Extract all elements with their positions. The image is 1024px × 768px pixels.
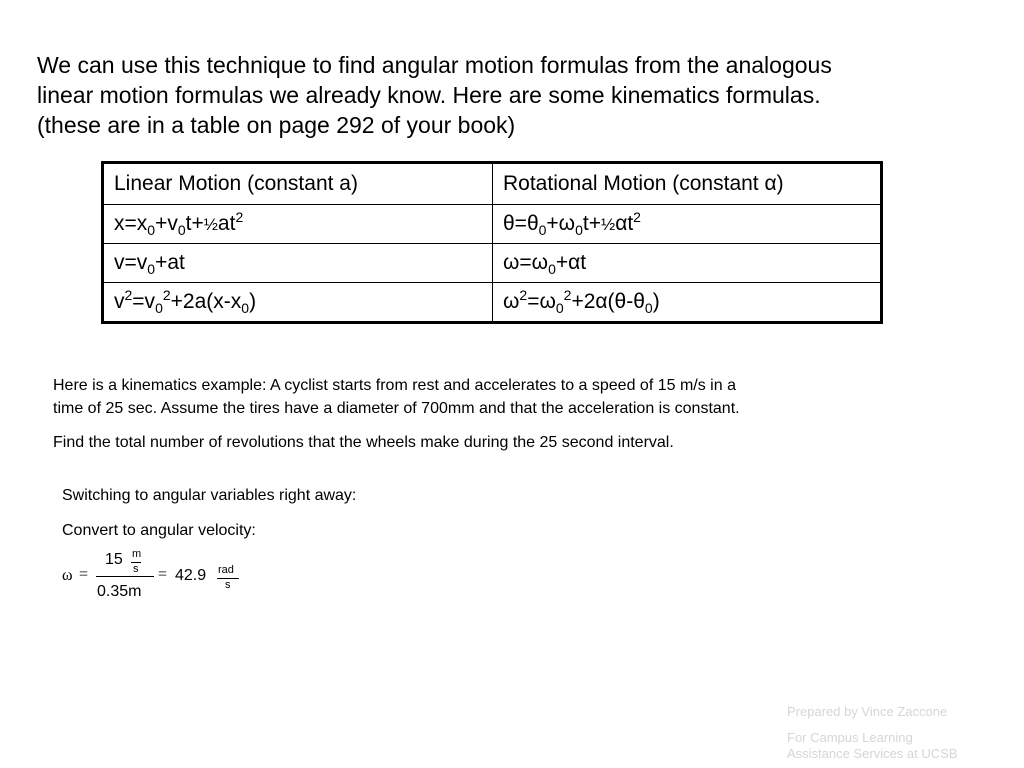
formula-linear-velocity-squared: $v^2=v_0^2+2a(x-x_0)$: [103, 283, 493, 323]
formula-rotational-velocity-squared: $\omega^2=\omega_0^2+2\alpha(\theta-\theta_0)$: [493, 283, 882, 323]
intro-paragraph: [37, 50, 997, 140]
table-row: [103, 283, 882, 323]
formula-rotational-velocity: $\omega=\omega_0+\alpha t$: [493, 244, 882, 283]
header-rotational: Rotational Motion (constant α): [493, 163, 882, 205]
footer-affiliation-line-2: Assistance Services at UCSB: [787, 746, 958, 761]
kinematics-table: [101, 161, 883, 324]
example-line-2: time of 25 sec. Assume the tires have a diameter of 700mm and that the acceleration is constant.: [53, 400, 740, 417]
result-unit-top: rad: [218, 564, 234, 576]
footer-author: Prepared by Vince Zaccone: [787, 704, 948, 719]
numerator-unit-bottom: s: [133, 563, 139, 575]
equals-sign: =: [79, 566, 89, 583]
equals-sign: =: [158, 566, 168, 583]
formula-linear-velocity: $v=v_0+at$: [103, 244, 493, 283]
numerator-value: 15: [105, 551, 123, 568]
result-unit-bottom: s: [225, 579, 231, 591]
intro-line-3: (these are in a table on page 292 of your book): [37, 112, 516, 138]
intro-line-1: We can use this technique to find angular motion formulas from the analogous: [37, 52, 832, 78]
table-header-row: [103, 163, 882, 205]
omega-symbol: ω: [62, 567, 73, 584]
example-paragraph: [53, 374, 740, 420]
result-value: 42.9: [175, 567, 207, 584]
table-row: [103, 205, 882, 244]
footer-affiliation-line-1: For Campus Learning: [787, 730, 913, 745]
formula-rotational-position: $\theta=\theta_0+\omega_0t+\frac{1}{2}\alpha t^2$: [493, 205, 882, 244]
intro-line-2: linear motion formulas we already know. Here are some kinematics formulas.: [37, 82, 821, 108]
switching-note: Switching to angular variables right away:: [62, 487, 357, 504]
find-question: Find the total number of revolutions that the wheels make during the 25 second interval.: [53, 434, 674, 451]
formula-linear-position: $x=x_0+v_0t+\frac{1}{2}at^2$: [103, 205, 493, 244]
example-line-1: Here is a kinematics example: A cyclist starts from rest and accelerates to a speed of 15 m/s in a: [53, 377, 736, 394]
main-fraction-bar: [96, 576, 154, 577]
table-row: [103, 244, 882, 283]
header-linear: Linear Motion (constant a): [103, 163, 493, 205]
numerator-unit-top: m: [132, 548, 142, 560]
convert-note: Convert to angular velocity:: [62, 522, 256, 539]
footer-affiliation: [787, 730, 958, 762]
denominator-value: 0.35m: [97, 583, 142, 600]
